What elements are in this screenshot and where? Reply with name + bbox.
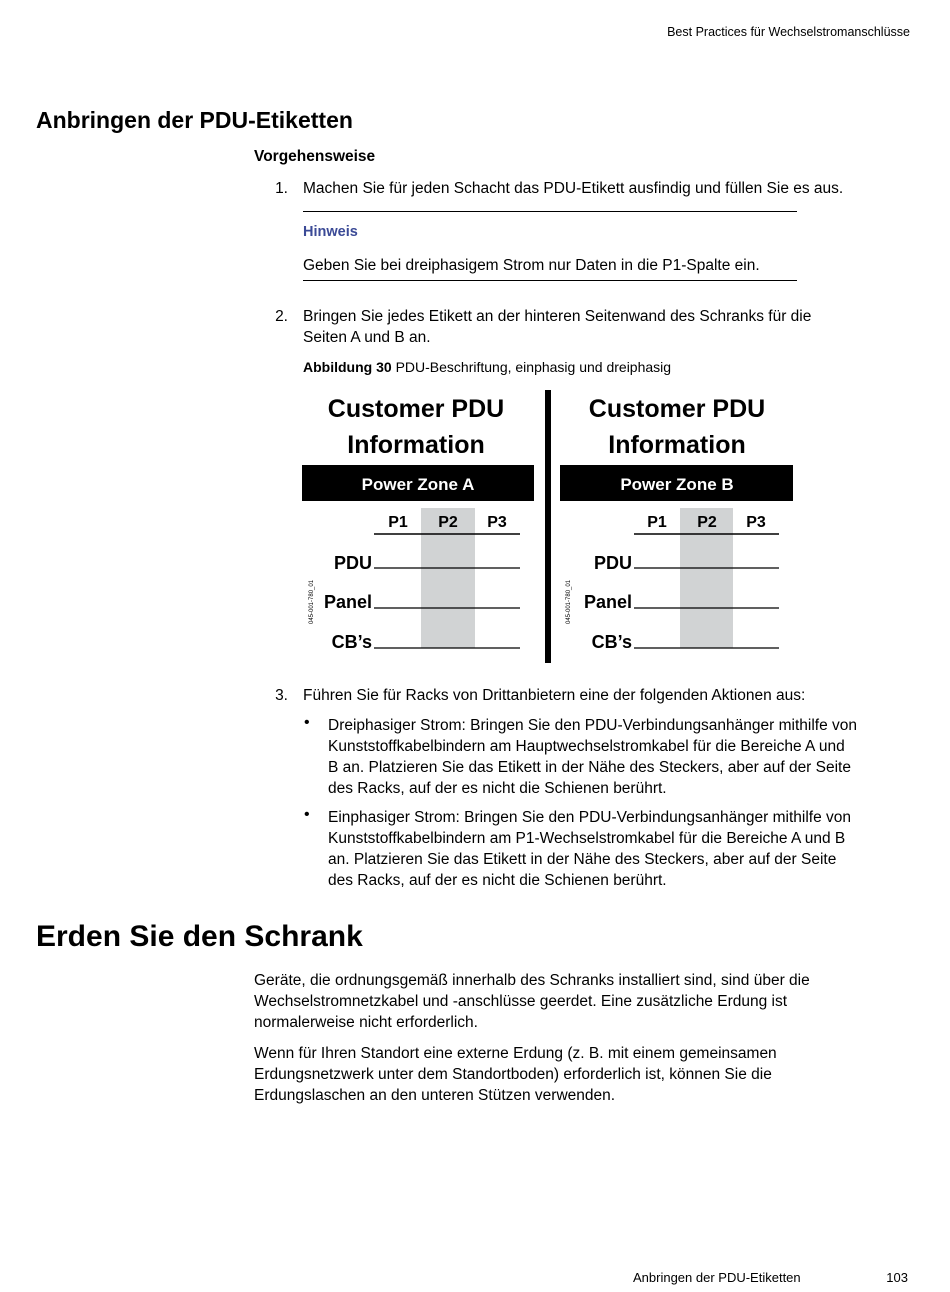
step-3-number: 3. [275,687,288,704]
section-heading: Anbringen der PDU-Etiketten [36,107,353,133]
footer-page-number: 103 [886,1270,908,1285]
figure-label: Abbildung 30 [303,359,392,375]
pdu-label-figure [300,388,800,666]
procedure-label: Vorgehensweise [254,148,376,165]
panel-a-figure-id: 045-001-780_01 [309,579,315,624]
panel-b-title-line-2: Information [608,431,746,459]
note-bottom-rule [303,280,797,281]
para-2-line-1: Wenn für Ihren Standort eine externe Erdung (z. B. mit einem gemeinsamen [254,1045,777,1062]
panel-b-row-panel: Panel [583,592,632,612]
figure-divider [545,390,551,663]
panel-b-col-p1: P1 [647,514,667,531]
para-2-line-3: Erdungslaschen an den unteren Stützen verwenden. [254,1087,616,1104]
panel-b-zone-label: Power Zone B [620,475,734,494]
step-1-number: 1. [275,180,288,197]
para-1-line-3: normalerweise nicht erforderlich. [254,1014,478,1031]
step-2-line-1: Bringen Sie jedes Etikett an der hinteren Seitenwand des Schranks für die [303,308,812,325]
step-2-number: 2. [275,308,288,325]
para-1-line-1: Geräte, die ordnungsgemäß innerhalb des Schranks installiert sind, sind über die [254,972,810,989]
panel-a-zone-label: Power Zone A [361,475,475,494]
section-2-heading: Erden Sie den Schrank [36,920,363,953]
para-1-line-2: Wechselstromnetzkabel und -anschlüsse geerdet. Eine zusätzliche Erdung ist [254,993,788,1010]
footer-section-name: Anbringen der PDU-Etiketten [633,1270,801,1285]
panel-a-title-line-1: Customer PDU [327,395,505,423]
panel-b-col-p3: P3 [746,514,766,531]
running-header: Best Practices für Wechselstromanschlüsse [667,25,910,39]
panel-b-row-pdu: PDU [593,553,632,573]
pdu-panel-a [302,395,534,652]
panel-b-title-line-1: Customer PDU [588,395,766,423]
panel-a-row-pdu: PDU [333,553,372,573]
note-top-rule [303,211,797,212]
bullet-marker: • [304,714,310,731]
bullet-2-line-3: an. Platzieren Sie das Etikett in der Nähe des Steckers, aber auf der Seite [328,851,837,868]
figure-caption-text: PDU-Beschriftung, einphasig und dreiphasig [395,359,672,375]
panel-a-col-p2: P2 [438,514,458,531]
bullet-1-line-3: B an. Platzieren Sie das Etikett in der Nähe des Steckers, aber auf der Seite [328,759,851,776]
step-1-text: Machen Sie für jeden Schacht das PDU-Etikett ausfindig und füllen Sie es aus. [303,180,844,197]
note-title: Hinweis [303,224,358,240]
note-text: Geben Sie bei dreiphasigem Strom nur Daten in die P1-Spalte ein. [303,257,760,274]
bullet-2-line-4: des Racks, auf der es nicht die Schienen berührt. [328,872,667,889]
bullet-1-line-1: Dreiphasiger Strom: Bringen Sie den PDU-Verbindungsanhänger mithilfe von [328,717,858,734]
step-3-text: Führen Sie für Racks von Drittanbietern eine der folgenden Aktionen aus: [303,687,806,704]
figure-caption [303,359,671,375]
panel-a-title-line-2: Information [347,431,485,459]
bullet-1-line-4: des Racks, auf der es nicht die Schienen berührt. [328,780,667,797]
panel-a-col-p3: P3 [487,514,507,531]
panel-b-row-cbs: CB’s [591,632,632,652]
panel-b-figure-id: 045-001-780_01 [566,579,572,624]
bullet-2-line-2: Kunststoffkabelbindern am P1-Wechselstromkabel für die Bereiche A und B [328,830,846,847]
panel-a-row-panel: Panel [323,592,372,612]
panel-a-col-p1: P1 [388,514,408,531]
para-2-line-2: Erdungsnetzwerk unter dem Standortboden) erforderlich ist, können Sie die [254,1066,772,1083]
bullet-1-line-2: Kunststoffkabelbindern am Hauptwechselstromkabel für die Bereiche A und [328,738,845,755]
bullet-2-line-1: Einphasiger Strom: Bringen Sie den PDU-Verbindungsanhänger mithilfe von [328,809,851,826]
pdu-panel-b [560,395,793,652]
bullet-marker: • [304,806,310,823]
panel-b-col-p2: P2 [697,514,717,531]
step-2-line-2: Seiten A und B an. [303,329,431,346]
panel-a-row-cbs: CB’s [331,632,372,652]
